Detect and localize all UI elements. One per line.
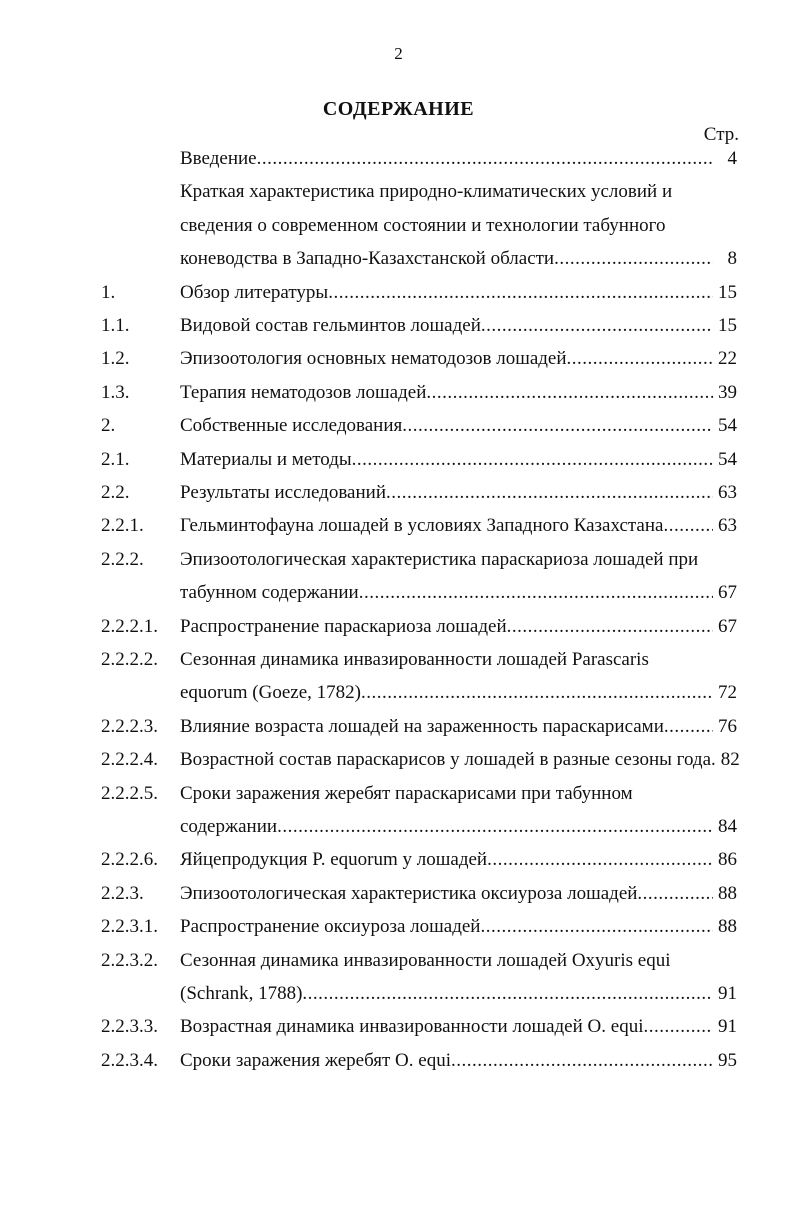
- toc-entry-page: 91: [718, 982, 737, 1004]
- toc-leader-dots: [277, 816, 713, 838]
- toc-entry-title: Эпизоотологическая характеристика оксиуроза лошадей: [180, 882, 638, 904]
- toc-entry-number: 2.2.2.1.: [101, 615, 158, 637]
- toc-entry-row: [180, 849, 737, 871]
- toc-entry-row: [180, 582, 737, 604]
- toc-entry-title: Распространение параскариоза лошадей: [180, 615, 507, 637]
- toc-entry-title: Введение: [180, 148, 257, 169]
- toc-entry-row: [180, 482, 737, 504]
- toc-entry-row: [180, 515, 737, 537]
- toc-entry-row: [180, 682, 737, 704]
- toc-entry-page: 91: [718, 1016, 737, 1038]
- page-column-label: Стр.: [703, 124, 739, 145]
- toc-entry-row: [180, 315, 737, 337]
- toc-entry-row: [180, 749, 740, 771]
- toc-entry-number: 2.: [101, 415, 116, 437]
- toc-entry-number: 2.2.2.6.: [101, 849, 158, 871]
- toc-entry-row: [180, 916, 737, 938]
- toc-entry-title: Собственные исследования: [180, 415, 403, 437]
- toc-entry-title: Материалы и методы: [180, 448, 352, 470]
- toc-leader-dots: [643, 1016, 713, 1038]
- toc-entry-row: [180, 1016, 737, 1038]
- toc-entry-page: 39: [718, 381, 737, 403]
- toc-entry-page: 86: [718, 849, 737, 871]
- toc-entry-page: 67: [718, 615, 737, 637]
- toc-entry-number: 1.3.: [101, 381, 130, 403]
- toc-entry-page: 67: [718, 582, 737, 604]
- toc-entry-page: 4: [727, 148, 737, 169]
- toc-leader-dots: [507, 616, 713, 638]
- toc-entry-title-line: Сезонная динамика инвазированности лошадей Oxyuris equi: [180, 949, 671, 971]
- toc-entry-row: [180, 415, 737, 437]
- toc-entry-row: [180, 348, 737, 370]
- toc-entry-page: 76: [718, 715, 737, 737]
- toc-entry-number: 2.2.: [101, 482, 130, 503]
- toc-entry-number: 2.2.2.5.: [101, 782, 158, 804]
- toc-entry-page: 88: [718, 882, 737, 904]
- toc-entry-title: (Schrank, 1788): [180, 982, 303, 1004]
- toc-entry-title: Видовой состав гельминтов лошадей: [180, 315, 481, 336]
- toc-entry-row: [180, 449, 737, 471]
- toc-entry-row: [180, 983, 737, 1005]
- toc-entry-title: коневодства в Западно-Казахстанской области: [180, 248, 555, 270]
- toc-entry-page: 63: [718, 515, 737, 537]
- toc-entry-title-line: Сезонная динамика инвазированности лошадей Parascaris: [180, 649, 649, 670]
- toc-entry-number: 2.2.3.2.: [101, 949, 158, 971]
- toc-entry-row: [180, 716, 737, 738]
- toc-leader-dots: [664, 716, 713, 738]
- toc-entry-number: 2.2.2.: [101, 548, 144, 570]
- toc-entry-number: 1.2.: [101, 348, 130, 370]
- toc-leader-dots: [386, 482, 713, 504]
- toc-leader-dots: [554, 248, 713, 270]
- toc-leader-dots: [328, 282, 713, 304]
- toc-entry-number: 2.2.3.1.: [101, 916, 158, 938]
- toc-entry-page: 54: [718, 415, 737, 437]
- toc-entry-number: 2.1.: [101, 448, 130, 470]
- toc-entry-row: [180, 883, 737, 905]
- toc-entry-page: 72: [718, 682, 737, 704]
- toc-entry-title: Обзор литературы: [180, 281, 329, 303]
- toc-leader-dots: [257, 148, 713, 170]
- toc-entry-number: 2.2.3.3.: [101, 1016, 158, 1038]
- toc-entry-page: 82: [720, 749, 740, 771]
- toc-leader-dots: [480, 916, 713, 938]
- toc-entry-title: Гельминтофауна лошадей в условиях Западного Казахстана: [180, 515, 664, 537]
- toc-leader-dots: [663, 515, 713, 537]
- toc-entry-page: 15: [718, 281, 737, 303]
- toc-entry-page: 95: [718, 1049, 737, 1071]
- toc-entry-title-line: Сроки заражения жеребят параскарисами при табунном: [180, 782, 633, 804]
- toc-entry-row: [180, 816, 737, 838]
- toc-leader-dots: [451, 1050, 713, 1072]
- toc-entry-number: 2.2.3.: [101, 882, 144, 904]
- toc-entry-page: 15: [718, 315, 737, 336]
- toc-entry-row: [180, 1050, 737, 1072]
- toc-entry-row: [180, 382, 737, 404]
- toc-entry-page: 63: [718, 482, 737, 503]
- toc-entry-page: 8: [727, 248, 737, 270]
- toc-entry-row: [180, 282, 737, 304]
- toc-leader-dots: [487, 849, 713, 871]
- page-number: 2: [394, 44, 403, 63]
- toc-entry-number: 2.2.2.2.: [101, 649, 158, 670]
- toc-leader-dots: [567, 348, 713, 370]
- toc-entry-number: 2.2.1.: [101, 515, 144, 537]
- toc-entry-title: Яйцепродукция P. equorum у лошадей: [180, 849, 488, 871]
- toc-entry-number: 1.: [101, 281, 116, 303]
- toc-entry-title: табунном содержании: [180, 582, 359, 604]
- toc-entry-title: Возрастная динамика инвазированности лошадей O. equi: [180, 1016, 644, 1038]
- toc-entry-page: 84: [718, 815, 737, 837]
- toc-leader-dots: [302, 983, 713, 1005]
- toc-leader-dots: [637, 883, 713, 905]
- toc-entry-title: Сроки заражения жеребят O. equi: [180, 1049, 451, 1071]
- toc-entry-title: Результаты исследований: [180, 482, 386, 503]
- toc-entry-title: Эпизоотология основных нематодозов лошадей: [180, 348, 567, 370]
- toc-entry-page: 88: [718, 916, 737, 938]
- toc-leader-dots: [359, 582, 713, 604]
- toc-entry-title-line: сведения о современном состоянии и технологии табунного: [180, 214, 666, 236]
- toc-entry-title-line: Эпизоотологическая характеристика параскариоза лошадей при: [180, 548, 699, 570]
- toc-entry-row: [180, 616, 737, 638]
- toc-entry-row: [180, 148, 737, 170]
- toc-entry-page: 54: [718, 448, 737, 470]
- toc-leader-dots: [361, 682, 713, 704]
- toc-entry-title: содержании: [180, 815, 278, 837]
- toc-leader-dots: [352, 449, 713, 471]
- toc-entry-title: Распространение оксиуроза лошадей: [180, 916, 481, 938]
- toc-entry-title: Влияние возраста лошадей на зараженность параскарисами: [180, 715, 664, 737]
- toc-entry-row: [180, 248, 737, 270]
- toc-entry-title-line: Краткая характеристика природно-климатических условий и: [180, 181, 673, 203]
- toc-entry-number: 2.2.3.4.: [101, 1049, 158, 1071]
- toc-leader-dots: [481, 315, 713, 337]
- toc-entry-title: Возрастной состав параскарисов у лошадей в разные сезоны года.: [180, 749, 716, 771]
- toc-entry-number: 1.1.: [101, 315, 130, 336]
- toc-entry-title: equorum (Goeze, 1782): [180, 682, 361, 704]
- toc-entry-title: Терапия нематодозов лошадей: [180, 381, 427, 403]
- toc-leader-dots: [426, 382, 713, 404]
- toc-leader-dots: [402, 415, 713, 437]
- toc-entry-number: 2.2.2.3.: [101, 715, 158, 737]
- toc-entry-number: 2.2.2.4.: [101, 749, 158, 771]
- toc-entry-page: 22: [718, 348, 737, 370]
- page-title: СОДЕРЖАНИЕ: [322, 98, 475, 120]
